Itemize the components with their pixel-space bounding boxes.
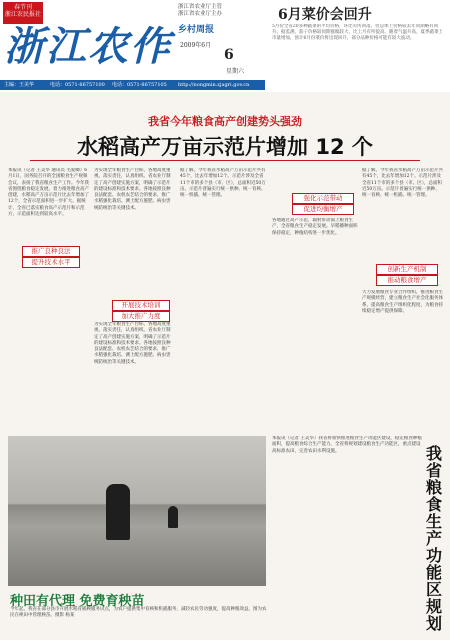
red-tab	[3, 2, 43, 24]
box-head-6: 促进均衡增产	[292, 204, 354, 215]
sponsor-line1: 浙江省农业厅主管	[178, 4, 223, 10]
phone-1: 电话：0571-86757100	[50, 82, 105, 88]
red-tab-line2: 浙江农民报社	[4, 11, 41, 18]
article-col-2b: 为实现全年粮食生产目标，各地高度重视，落实责任，认真组织。省农业厅制定了高产创建实施方案，明确了示范片的建设标准和技术要求。各地按照良种良法配套、农机农艺结合的要求，推广水稻强化栽培、测土配方施肥、病虫害统防统治等关键技术。	[94, 322, 171, 365]
date-line: 2009年6月	[180, 42, 212, 49]
photo-caption-text: 今年起，我省在部分县市开展水稻育插秧服务试点，为农户提供集中育秧和机插服务，减轻农民劳动强度，提高种粮效益。图为农民在秧田中管理秧苗。摄影 杨某	[10, 607, 267, 619]
article-col-5a: 据了解，今年我省水稻高产万亩示范片共有45个，比去年增加12个。示范片涉及全省11个市的多个县（市、区），总面积近50万亩。示范片普遍实行统一供种、统一育秧、统一机插、统一管理。	[362, 168, 443, 199]
article-col-1: 本报讯（记者 王美华 通讯员 毛爱卿）6月1日，国务院召开的全国粮食生产视频会议，表扬了我省粮食生产工作。今年我省围绕粮食稳定发展，着力推进粮食高产创建，水稻高产万亩示范片比去年增加了12个，全省示范面积进一步扩大。据统计，全省已落实粮食高产示范片和示范方，示范面积达到较高水平。	[8, 168, 89, 218]
box-head-7: 创新生产机制	[376, 264, 438, 275]
phone-2: 电话：0571-86757105	[112, 82, 167, 88]
issue-number: 6	[224, 47, 234, 63]
masthead	[0, 0, 450, 92]
article-col-2: 为实现全年粮食生产目标，各地高度重视，落实责任，认真组织。省农业厅制定了高产创建实施方案，明确了示范片的建设标准和技术要求。各地按照良种良法配套、农机农艺结合的要求，推广水稻强化栽培、测土配方施肥、病虫害统防统治等关键技术。	[94, 168, 171, 211]
side-news-body: 5月份全省20多种蔬菜的平均价格，环比有所回落，但总体上价格较去年同期略有回升。据监测，茄子价格较同期涨幅较大，比上月有所提高。随着气温升高，夏季蔬菜上市量增加，预计6月份菜价将出现回升，部分品种价格可能有较大波动。	[272, 24, 443, 41]
red-tab-line1: 春节刊	[13, 4, 32, 11]
box-head-2: 提升技术水平	[22, 257, 80, 268]
side-column-text: 本报讯（记者 王美华）我省将加快推进粮食生产功能区建设，稳定粮食种植面积，提高粮食综合生产能力。全省将规划建设粮食生产功能区，重点建设高标准农田，完善农田水利设施。	[272, 436, 422, 454]
box-head-3: 开展技术培训	[112, 300, 170, 311]
seal-text: 乡村周报	[178, 25, 215, 35]
photo-caption-title: 种田有代理 免费育秧苗	[10, 594, 145, 609]
side-news	[268, 0, 450, 92]
vertical-title: 我省粮食生产功能区规划	[426, 444, 443, 633]
website-link[interactable]: http://nongmin.zjagri.gov.cn	[178, 82, 250, 88]
box-head-8: 推动粮食增产	[376, 275, 438, 286]
headline-rule	[30, 160, 420, 161]
article-col-5b: 大力发展粮食专业合作组织，推进粮食生产规模经营，建立粮食生产社会化服务体系，提高粮食生产组织化程度，为粮食持续稳定增产提供保障。	[362, 290, 443, 314]
box-head-5: 强化示范带动	[292, 193, 354, 204]
article-subhead: 我省今年粮食高产创建势头强劲	[148, 115, 302, 128]
box-head-4: 加大推广力度	[112, 311, 170, 322]
article-headline: 水稻高产万亩示范片增加 12 个	[77, 135, 373, 159]
box-head-1: 推广良种良法	[22, 246, 80, 257]
editor-label: 主编：王美华	[4, 82, 35, 88]
weekday: 星期六	[226, 68, 245, 75]
sponsor-line2: 浙江省农业厅主办	[178, 11, 223, 17]
rice-field-photo	[8, 436, 266, 586]
newspaper-logo: 浙江农作	[4, 23, 172, 70]
sponsor-block	[178, 4, 248, 18]
side-news-title: 6月菜价会回升	[278, 7, 372, 23]
article-col-4: 各地通过高产示范，辐射带动面上粮食生产，全省粮食生产稳定发展。早稻播种面积保持稳定，种植结构进一步优化。	[272, 218, 358, 236]
info-bar	[0, 80, 265, 90]
article-col-3: 据了解，今年我省水稻高产万亩示范片共有45个，比去年增加12个。示范片涉及全省11个市的多个县（市、区），总面积近50万亩。示范片普遍实行统一供种、统一育秧、统一机插、统一管理。	[180, 168, 266, 199]
farmer-figure-distant	[168, 506, 178, 528]
farmer-figure	[106, 484, 130, 540]
